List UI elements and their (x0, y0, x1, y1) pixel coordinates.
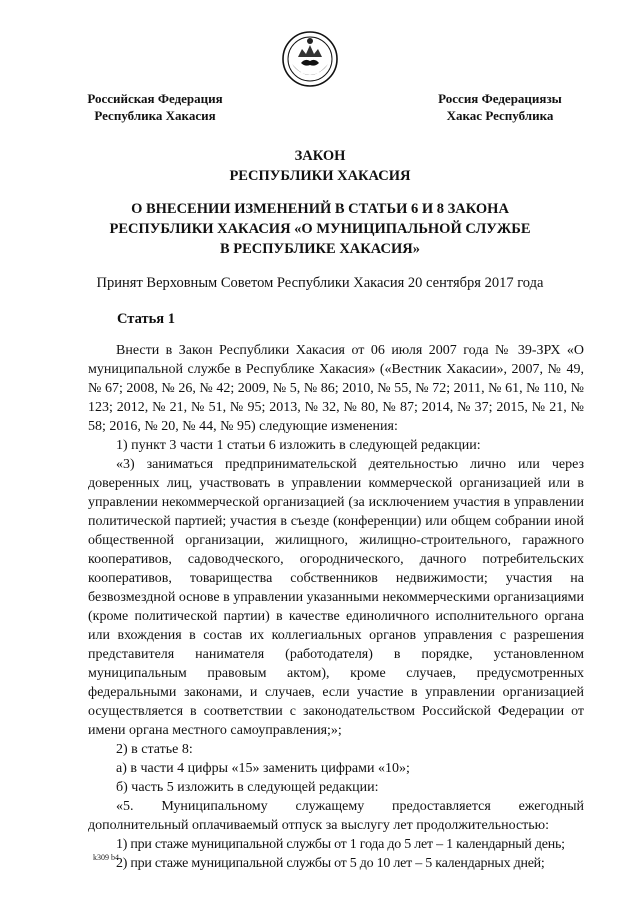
paragraph: «5. Муниципальному служащему предоставляется ежегодный дополнительный оплачиваемый отпуск за выслугу лет продолжительностью: (88, 799, 584, 833)
header-right (425, 90, 575, 124)
law-subject-line3: В РЕСПУБЛИКЕ ХАКАСИЯ» (219, 241, 420, 257)
header-right-republic: Хакас Республика (446, 108, 554, 123)
law-title (0, 146, 640, 186)
document-code: k309 b4 (93, 853, 119, 862)
header-left-republic: Республика Хакасия (94, 108, 216, 123)
article-body (88, 341, 584, 873)
paragraph: «3) заниматься предпринимательской деятельностью лично или через доверенных лиц, участвовать в управлении коммерческой организацией или в управлении некоммерческой организацией (за исключением участия в управлении политической партией; участия в съезде (конференции) или общем собрании иной общественной организации, жилищного, жилищно-строительного, гаражного кооперативов, садоводческого, огороднического, дачного потребительских кооперативов, товарищества собственников недвижимости; участия на безвозмездной основе в управлении указанными некоммерческими организациями (кроме политической партии) в качестве единоличного исполнительного органа или вхождения в состав их коллегиальных органов управления с разрешения представителя нанимателя (работодателя) в порядке, установленном муниципальным правовым актом), кроме случаев, предусмотренных федеральными законами, и случаев, если участие в управлении организацией осуществляется в соответствии с законодательством Российской Федерации от имени органа местного самоуправления;»; (88, 457, 584, 738)
law-title-line1: ЗАКОН (294, 148, 346, 164)
law-subject-line2: РЕСПУБЛИКИ ХАКАСИЯ «О МУНИЦИПАЛЬНОЙ СЛУЖБЕ (109, 221, 531, 237)
law-subject-line1: О ВНЕСЕНИИ ИЗМЕНЕНИЙ В СТАТЬИ 6 И 8 ЗАКОНА (131, 201, 509, 217)
paragraph: Внести в Закон Республики Хакасия от 06 июля 2007 года № 39-ЗРХ «О муниципальной службе в Республике Хакасия» («Вестник Хакасии», 2007, № 49, № 67; 2008, № 26, № 42; 2009, № 5, № 86; 2010, № 55, № 72; 2011, № 61, № 110, № 123; 2012, № 21, № 51, № 95; 2013, № 32, № 80, № 87; 2014, № 37; 2015, № 21, № 58; 2016, № 20, № 44, № 95) следующие изменения: (88, 343, 584, 434)
header-left (80, 90, 230, 124)
paragraph: 1) при стаже муниципальной службы от 1 года до 5 лет – 1 календарный день; (116, 837, 565, 852)
adoption-statement: Принят Верховным Советом Республики Хакасия 20 сентября 2017 года (96, 275, 544, 291)
header-right-country: Россия Федерациязы (438, 91, 562, 106)
article-heading: Статья 1 (117, 311, 175, 327)
law-subject (0, 199, 640, 259)
paragraph: 2) в статье 8: (116, 742, 193, 757)
law-title-line2: РЕСПУБЛИКИ ХАКАСИЯ (229, 168, 411, 184)
paragraph: б) часть 5 изложить в следующей редакции: (116, 780, 379, 795)
paragraph: а) в части 4 цифры «15» заменить цифрами «10»; (116, 761, 410, 776)
coat-of-arms-icon (281, 30, 339, 88)
paragraph: 1) пункт 3 части 1 статьи 6 изложить в следующей редакции: (116, 438, 481, 453)
paragraph: 2) при стаже муниципальной службы от 5 до 10 лет – 5 календарных дней; (116, 856, 545, 871)
header-left-country: Российская Федерация (87, 91, 223, 106)
